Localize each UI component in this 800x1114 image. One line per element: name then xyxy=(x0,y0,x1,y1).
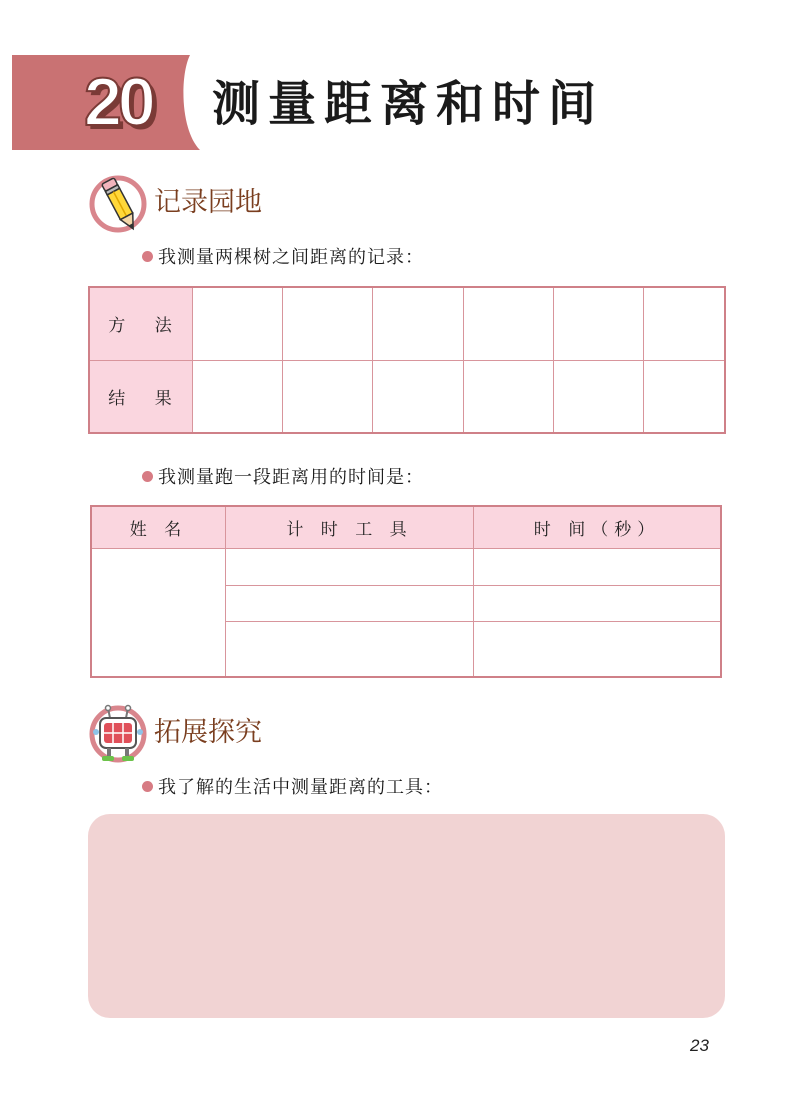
answer-box[interactable] xyxy=(88,814,725,1018)
table-row xyxy=(91,549,721,586)
col-header-time: 时 间（秒） xyxy=(474,506,722,549)
result-cell[interactable] xyxy=(373,360,463,433)
timer-cell[interactable] xyxy=(226,549,474,586)
timer-cell[interactable] xyxy=(226,622,474,677)
col-header-name: 姓 名 xyxy=(91,506,226,549)
timer-cell[interactable] xyxy=(226,585,474,622)
table-row xyxy=(89,360,725,433)
bullet-icon xyxy=(142,251,153,262)
record-section-title: 记录园地 xyxy=(154,187,262,218)
method-cell[interactable] xyxy=(463,287,553,360)
name-cell[interactable] xyxy=(91,549,226,678)
run-time-prompt: 我测量跑一段距离用的时间是： xyxy=(142,466,424,490)
tools-prompt: 我了解的生活中测量距离的工具： xyxy=(142,776,443,800)
tree-distance-prompt: 我测量两棵树之间距离的记录： xyxy=(142,246,424,270)
table-row xyxy=(89,287,725,360)
record-section-heading xyxy=(88,172,388,236)
pencil-icon xyxy=(88,172,152,236)
time-cell[interactable] xyxy=(474,549,722,586)
result-cell[interactable] xyxy=(193,360,283,433)
explore-section-heading xyxy=(88,702,388,766)
result-cell[interactable] xyxy=(553,360,643,433)
method-cell[interactable] xyxy=(193,287,283,360)
lesson-number: 20 xyxy=(84,64,152,140)
bullet-icon xyxy=(142,781,153,792)
method-cell[interactable] xyxy=(644,287,726,360)
method-cell[interactable] xyxy=(283,287,373,360)
explore-section-title: 拓展探究 xyxy=(154,717,262,748)
result-cell[interactable] xyxy=(644,360,726,433)
page-title: 测量距离和时间 xyxy=(212,76,605,132)
bullet-icon xyxy=(142,471,153,482)
time-cell[interactable] xyxy=(474,585,722,622)
row-label-method: 方 法 xyxy=(89,287,193,360)
method-cell[interactable] xyxy=(553,287,643,360)
page-number: 23 xyxy=(690,1036,709,1055)
method-cell[interactable] xyxy=(373,287,463,360)
col-header-timer: 计 时 工 具 xyxy=(226,506,474,549)
row-label-result: 结 果 xyxy=(89,360,193,433)
robot-icon xyxy=(88,702,152,766)
result-cell[interactable] xyxy=(283,360,373,433)
result-cell[interactable] xyxy=(463,360,553,433)
tree-distance-table xyxy=(88,286,726,434)
time-cell[interactable] xyxy=(474,622,722,677)
run-time-table xyxy=(90,505,722,678)
table-header-row xyxy=(91,506,721,549)
